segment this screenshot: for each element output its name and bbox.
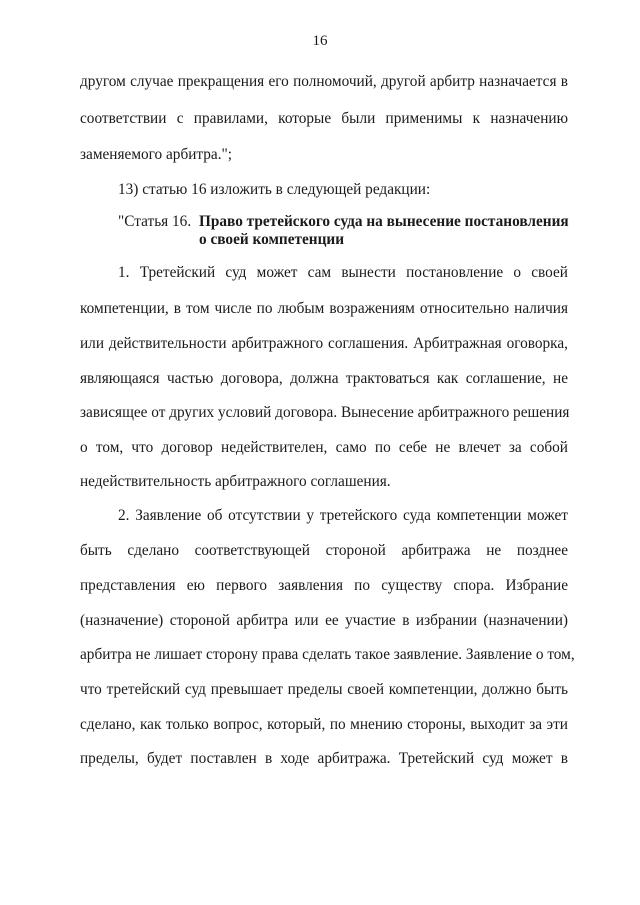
text-line: о том, что договор недействителен, само по себе не влечет за собой	[80, 439, 568, 456]
text-line: компетенции, в том числе по любым возражениям относительно наличия	[80, 300, 568, 317]
text-line: представления ею первого заявления по существу спора. Избрание	[80, 577, 568, 594]
text-line: другом случае прекращения его полномочий, другой арбитр назначается в	[80, 73, 568, 90]
amendment-instruction: 13) статью 16 изложить в следующей редакции:	[118, 181, 431, 198]
text-line: заменяемого арбитра.";	[80, 146, 233, 163]
text-line: 1. Третейский суд может сам вынести постановление о своей	[118, 264, 568, 281]
article-title-line-1: Право третейского суда на вынесение постановления	[199, 213, 569, 230]
article-prefix: "Статья 16.	[118, 213, 192, 230]
page-number: 16	[312, 33, 328, 49]
text-line: зависящее от других условий договора. Вынесение арбитражного решения	[80, 404, 570, 421]
text-line: что третейский суд превышает пределы своей компетенции, должно быть	[80, 681, 568, 698]
text-line: являющаяся частью договора, должна трактоваться как соглашение, не	[80, 370, 568, 387]
text-line: 2. Заявление об отсутствии у третейского суда компетенции может	[118, 507, 568, 524]
text-line: или действительности арбитражного соглашения. Арбитражная оговорка,	[80, 335, 568, 352]
text-line: арбитра не лишает сторону права сделать такое заявление. Заявление о том,	[80, 646, 575, 663]
text-line: пределы, будет поставлен в ходе арбитража. Третейский суд может в	[80, 750, 568, 767]
article-title-line-2: о своей компетенции	[199, 231, 345, 248]
text-line: недействительность арбитражного соглашения.	[80, 473, 391, 490]
text-line: быть сделано соответствующей стороной арбитража не позднее	[80, 542, 568, 559]
text-line: сделано, как только вопрос, который, по мнению стороны, выходит за эти	[80, 716, 568, 733]
text-line: соответствии с правилами, которые были применимы к назначению	[80, 110, 568, 127]
text-line: (назначение) стороной арбитра или ее участие в избрании (назначении)	[80, 612, 568, 629]
